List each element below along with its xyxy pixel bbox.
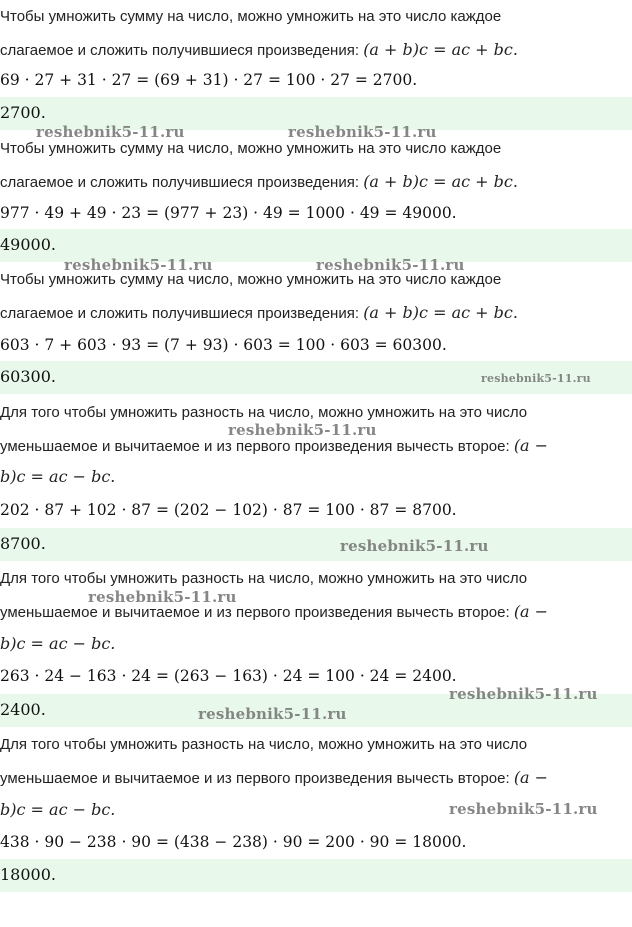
watermark: reshebnik5-11.ru [288, 123, 437, 141]
rule-formula-tail: b)c = ac − bc. [0, 634, 116, 653]
rule-text-line1: Для того чтобы умножить разность на число, можно умножить на это число [0, 404, 528, 421]
watermark: reshebnik5-11.ru [88, 588, 237, 606]
computation: 977 · 49 + 49 · 23 = (977 + 23) · 49 = 1000 · 49 = 49000. [0, 204, 457, 222]
rule-text-line1: Для того чтобы умножить разность на число, можно умножить на это число [0, 570, 528, 587]
answer-value: 2400. [0, 700, 46, 719]
rule-text: уменьшаемое и вычитаемое и из первого произведения вычесть второе: [0, 438, 514, 455]
rule-text-line2 [0, 303, 518, 324]
watermark: reshebnik5-11.ru [36, 123, 185, 141]
rule-text-line2 [0, 40, 518, 61]
computation: 263 · 24 − 163 · 24 = (263 − 163) · 24 = 100 · 24 = 2400. [0, 667, 457, 685]
watermark: reshebnik5-11.ru [340, 537, 489, 555]
rule-text-line2 [0, 436, 548, 457]
rule-text-line1: Чтобы умножить сумму на число, можно умножить на это число каждое [0, 271, 502, 288]
rule-text: уменьшаемое и вычитаемое и из первого произведения вычесть второе: [0, 770, 514, 787]
computation: 438 · 90 − 238 · 90 = (438 − 238) · 90 = 200 · 90 = 18000. [0, 833, 467, 851]
answer-value: 49000. [0, 235, 56, 254]
watermark: reshebnik5-11.ru [449, 800, 598, 818]
rule-text-line1: Чтобы умножить сумму на число, можно умножить на это число каждое [0, 8, 502, 25]
watermark: reshebnik5-11.ru [198, 705, 347, 723]
rule-text: слагаемое и сложить получившиеся произведения: [0, 305, 364, 322]
rule-formula-continued [0, 467, 115, 488]
rule-formula-tail: b)c = ac − bc. [0, 467, 116, 486]
rule-text: слагаемое и сложить получившиеся произведения: [0, 174, 364, 191]
watermark: reshebnik5-11.ru [449, 685, 598, 703]
rule-formula: (a + b)c = ac + bc. [363, 40, 518, 59]
rule-text-line2 [0, 768, 548, 789]
rule-formula: (a + b)c = ac + bc. [363, 303, 518, 322]
rule-formula: (a − [513, 768, 549, 787]
computation: 69 · 27 + 31 · 27 = (69 + 31) · 27 = 100 · 27 = 2700. [0, 71, 418, 89]
rule-text-line1: Чтобы умножить сумму на число, можно умножить на это число каждое [0, 140, 502, 157]
computation: 202 · 87 + 102 · 87 = (202 − 102) · 87 = 100 · 87 = 8700. [0, 501, 457, 519]
watermark: reshebnik5-11.ru [481, 372, 591, 385]
rule-text-line2 [0, 602, 548, 623]
rule-text-line1: Для того чтобы умножить разность на число, можно умножить на это число [0, 736, 528, 753]
answer-value: 8700. [0, 534, 46, 553]
watermark: reshebnik5-11.ru [316, 256, 465, 274]
watermark: reshebnik5-11.ru [64, 256, 213, 274]
rule-formula-tail: b)c = ac − bc. [0, 800, 116, 819]
answer-value: 60300. [0, 367, 56, 386]
rule-text-line2 [0, 172, 518, 193]
rule-text: уменьшаемое и вычитаемое и из первого произведения вычесть второе: [0, 604, 514, 621]
rule-text: слагаемое и сложить получившиеся произведения: [0, 42, 364, 59]
answer-value: 18000. [0, 865, 56, 884]
answer-box [0, 859, 632, 892]
rule-formula: (a − [513, 436, 549, 455]
rule-formula-continued [0, 800, 115, 821]
computation: 603 · 7 + 603 · 93 = (7 + 93) · 603 = 100 · 603 = 60300. [0, 336, 447, 354]
rule-formula: (a − [513, 602, 549, 621]
rule-formula: (a + b)c = ac + bc. [363, 172, 518, 191]
answer-box [0, 528, 632, 561]
rule-formula-continued [0, 634, 115, 655]
answer-value: 2700. [0, 103, 46, 122]
watermark: reshebnik5-11.ru [228, 421, 377, 439]
